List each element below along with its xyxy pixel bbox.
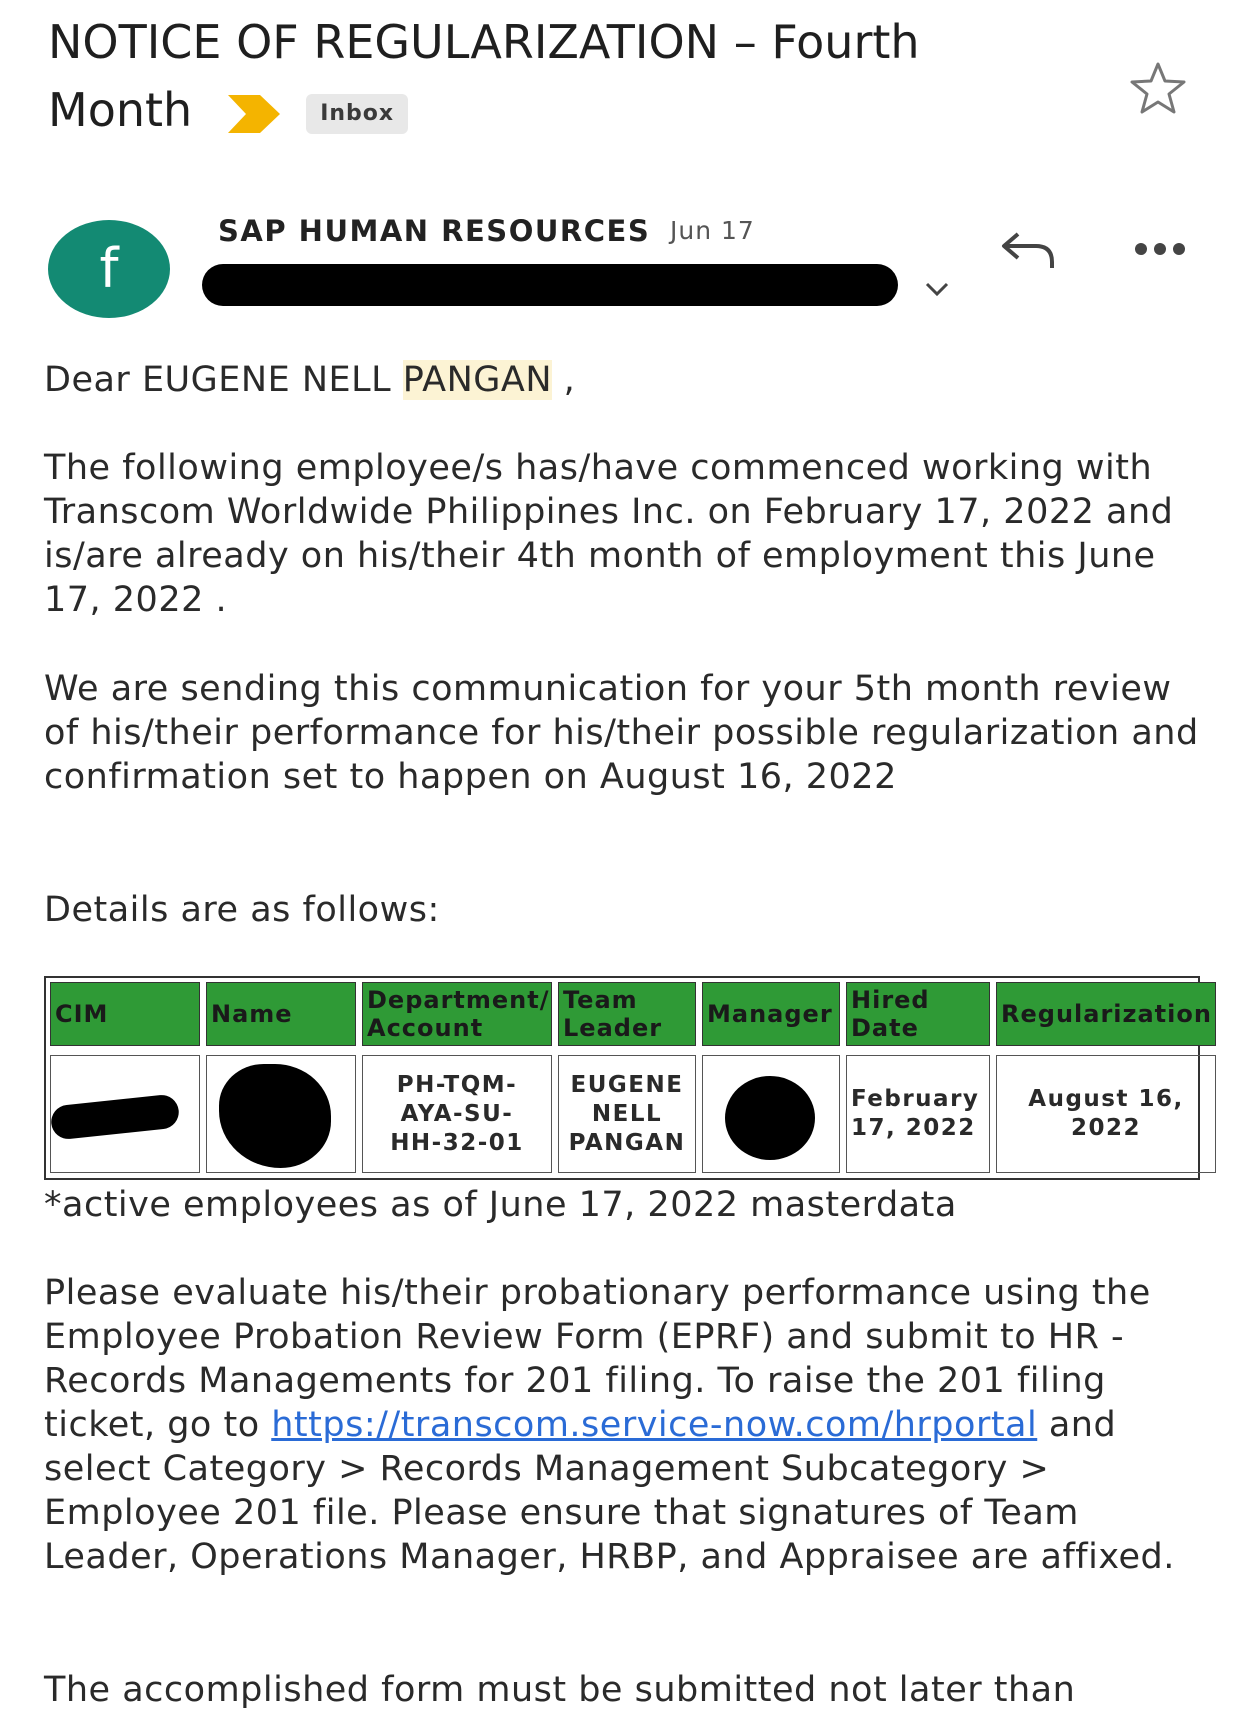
- highlighted-name: PANGAN: [402, 360, 553, 400]
- redaction-manager: [725, 1076, 815, 1160]
- paragraph-commencement: The following employee/s has/have commenced working with Transcom Worldwide Philippines Inc. on February 17, 2022 and is/are already on his/their 4th month of employment this June 17, 2022 .: [44, 448, 1174, 620]
- more-options-icon[interactable]: [1134, 242, 1186, 256]
- cell-team-leader: EUGENE NELL PANGAN: [558, 1055, 696, 1173]
- sender-name: SAP HUMAN RESOURCES: [218, 214, 651, 248]
- paragraph-instructions: Please evaluate his/their probationary performance using the Employee Probation Review Form (EPRF) and submit to HR - Records Managements for 201 filing. To raise the 201 filing ticket, go to https://transcom.service-now.com/hrportal and select Category > Records Management Subcategory > Employee 201 file. Please ensure that signatures of Team Leader, Operations Manager, HRBP, and Appraisee are affixed.: [44, 1273, 1175, 1577]
- cell-department: PH-TQM-AYA-SU-HH-32-01: [362, 1055, 552, 1173]
- chevron-down-icon[interactable]: [924, 280, 950, 298]
- paragraph-deadline: The accomplished form must be submitted not later than: [44, 1670, 1076, 1710]
- cell-regularization: August 16, 2022: [996, 1055, 1216, 1173]
- subject-line-1: NOTICE OF REGULARIZATION – Fourth: [48, 15, 920, 69]
- header-regularization: Regularization: [996, 982, 1216, 1046]
- inbox-label-chip[interactable]: Inbox: [306, 94, 408, 134]
- cell-manager: [702, 1055, 840, 1173]
- cell-hired-date: February 17, 2022: [846, 1055, 990, 1173]
- hrportal-link[interactable]: https://transcom.service-now.com/hrportal: [271, 1405, 1038, 1445]
- cell-name: [206, 1055, 356, 1173]
- footnote: *active employees as of June 17, 2022 masterdata: [44, 1185, 957, 1225]
- employee-details-table: [44, 976, 1212, 1180]
- header-department: Department/ Account: [362, 982, 552, 1046]
- reply-icon[interactable]: [998, 230, 1056, 270]
- details-intro: Details are as follows:: [44, 890, 440, 930]
- header-hired-date: Hired Date: [846, 982, 990, 1046]
- email-subject: [48, 8, 1048, 144]
- header-manager: Manager: [702, 982, 840, 1046]
- paragraph-review: We are sending this communication for your 5th month review of his/their performance for his/their possible regularization and confirmation set to happen on August 16, 2022: [44, 669, 1199, 797]
- header-cim: CIM: [50, 982, 200, 1046]
- cell-cim: [50, 1055, 200, 1173]
- sender-avatar: f: [48, 220, 170, 318]
- star-icon[interactable]: [1128, 60, 1188, 116]
- header-name: Name: [206, 982, 356, 1046]
- message-date: Jun 17: [670, 216, 755, 245]
- importance-marker-icon[interactable]: [226, 93, 282, 135]
- header-team-leader: Team Leader: [558, 982, 696, 1046]
- redacted-recipient: [202, 264, 898, 306]
- greeting: Dear EUGENE NELL PANGAN ,: [44, 360, 576, 400]
- redaction-name: [219, 1064, 331, 1168]
- redaction-cim: [50, 1093, 181, 1140]
- subject-line-2: Month: [48, 83, 193, 137]
